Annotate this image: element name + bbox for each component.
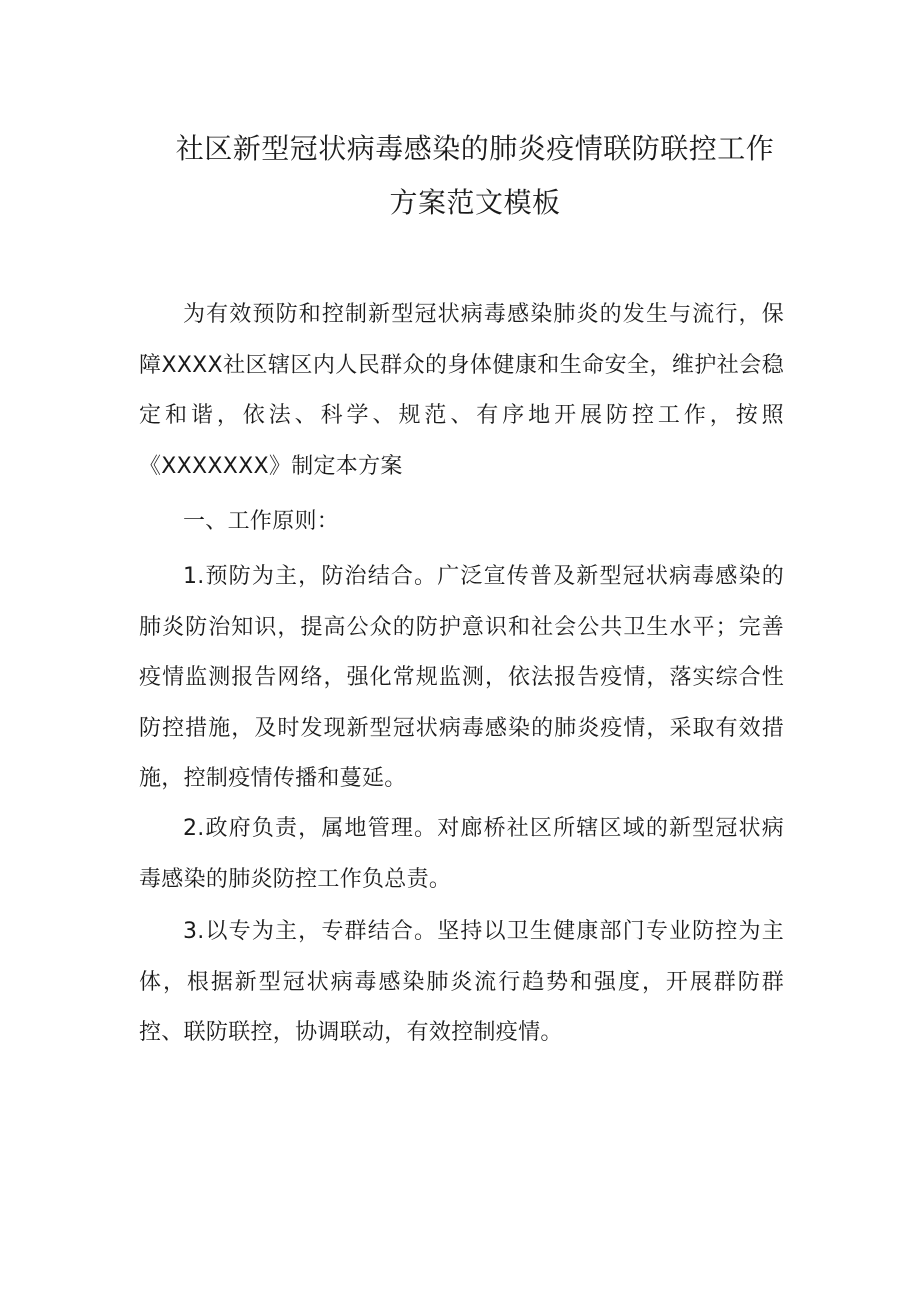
title-line-2: 方案范文模板 [389, 186, 561, 219]
section-heading-principles: 一、工作原则： [183, 509, 340, 534]
principle-3-paragraph: 3.以专为主，专群结合。坚持以卫生健康部门专业防控为主体，根据新型冠状病毒感染肺炎流行趋势和强度，开展群防群控、联防联控，协调联动，有效控制疫情。 [139, 919, 784, 1045]
intro-paragraph: 为有效预防和控制新型冠状病毒感染肺炎的发生与流行，保障XXXX社区辖区内人民群众的身体健康和生命安全，维护社会稳定和谐，依法、科学、规范、有序地开展防控工作，按照《XXXXXXX》制定本方案 [139, 302, 784, 479]
principle-2-paragraph: 2.政府负责，属地管理。对廊桥社区所辖区域的新型冠状病毒感染的肺炎防控工作负总责。 [139, 816, 784, 892]
title-line-1: 社区新型冠状病毒感染的肺炎疫情联防联控工作 [175, 132, 775, 165]
document-title [120, 122, 830, 230]
principle-1-paragraph: 1.预防为主，防治结合。广泛宣传普及新型冠状病毒感染的肺炎防治知识，提高公众的防护意识和社会公共卫生水平；完善疫情监测报告网络，强化常规监测，依法报告疫情，落实综合性防控措施，及时发现新型冠状病毒感染的肺炎疫情，采取有效措施，控制疫情传播和蔓延。 [139, 564, 784, 791]
